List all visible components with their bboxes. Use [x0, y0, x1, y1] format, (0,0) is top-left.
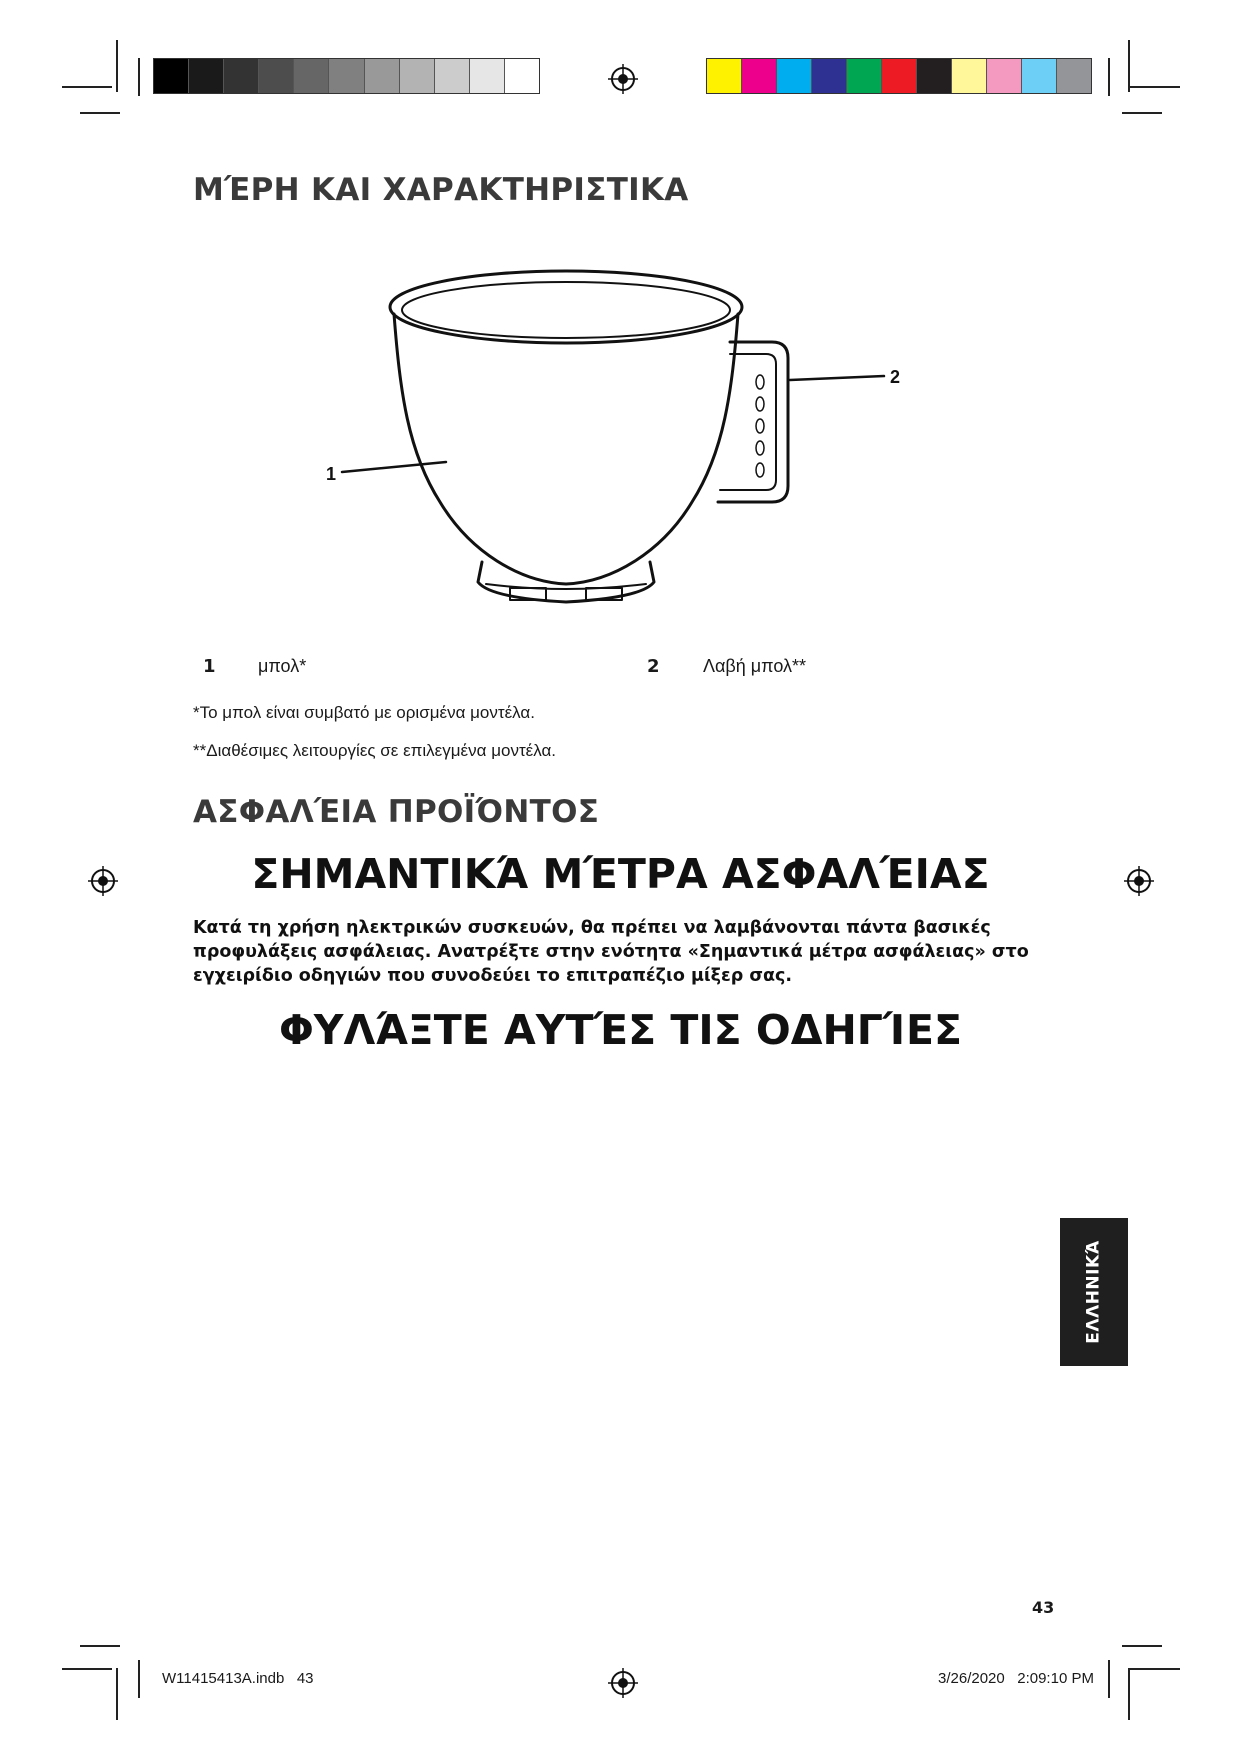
gray-swatch	[189, 59, 224, 93]
color-swatch	[987, 59, 1022, 93]
gray-swatch	[294, 59, 329, 93]
registration-mark-icon	[608, 1668, 638, 1698]
gray-swatch	[329, 59, 364, 93]
color-swatch	[707, 59, 742, 93]
language-tab-label: ΕΛΛΗΝΙΚΆ	[1084, 1240, 1104, 1344]
callout-2: 2	[890, 367, 901, 387]
color-calibration-bar	[706, 58, 1092, 94]
parts-features-heading: ΜΈΡΗ ΚΑΙ ΧΑΡΑΚΤΗΡΙΣΤΙΚΑ	[193, 172, 689, 208]
color-swatch	[777, 59, 812, 93]
grayscale-calibration-bar	[153, 58, 540, 94]
footnote: *Το μπολ είναι συμβατό με ορισμένα μοντέλα.	[193, 703, 535, 722]
footer-filename: W11415413A.indb 43	[162, 1670, 314, 1687]
color-swatch	[917, 59, 952, 93]
legend-label: Λαβή μπολ**	[703, 656, 807, 676]
gray-swatch	[400, 59, 435, 93]
safety-intro	[193, 916, 1053, 988]
footer-timestamp: 3/26/2020 2:09:10 PM	[938, 1670, 1094, 1687]
save-instructions-heading: ΦΥΛΆΞΤΕ ΑΥΤΈΣ ΤΙΣ ΟΔΗΓΊΕΣ	[278, 1006, 963, 1054]
legend-number: 1	[203, 656, 216, 677]
gray-swatch	[259, 59, 294, 93]
gray-swatch	[505, 59, 539, 93]
product-safety-heading: ΑΣΦΑΛΈΙΑ ΠΡΟΪΌΝΤΟΣ	[193, 794, 600, 830]
registration-mark-icon	[608, 64, 638, 94]
color-swatch	[1022, 59, 1057, 93]
callout-1: 1	[326, 464, 337, 484]
gray-swatch	[435, 59, 470, 93]
legend-number: 2	[647, 656, 660, 677]
bowl-diagram	[310, 262, 930, 622]
language-tab	[1060, 1218, 1128, 1366]
legend-label: μπολ*	[258, 656, 307, 676]
bowl-base	[478, 562, 654, 602]
important-safeguards-heading: ΣΗΜΑΝΤΙΚΆ ΜΈΤΡΑ ΑΣΦΑΛΈΙΑΣ	[251, 850, 990, 898]
gray-swatch	[154, 59, 189, 93]
bowl-handle	[718, 342, 788, 502]
color-swatch	[847, 59, 882, 93]
safety-intro-line: εγχειρίδιο οδηγιών που συνοδεύει το επιτραπέζιο μίξερ σας.	[193, 966, 793, 986]
safety-intro-line: Κατά τη χρήση ηλεκτρικών συσκευών, θα πρέπει να λαμβάνονται πάντα βασικές	[193, 918, 991, 938]
gray-swatch	[470, 59, 505, 93]
color-swatch	[952, 59, 987, 93]
page-number: 43	[1032, 1598, 1055, 1617]
bowl-body	[394, 314, 738, 584]
gray-swatch	[365, 59, 400, 93]
footnote: **Διαθέσιμες λειτουργίες σε επιλεγμένα μοντέλα.	[193, 741, 557, 760]
color-swatch	[882, 59, 917, 93]
gray-swatch	[224, 59, 259, 93]
color-swatch	[812, 59, 847, 93]
safety-intro-line: προφυλάξεις ασφάλειας. Ανατρέξτε στην ενότητα «Σημαντικά μέτρα ασφάλειας» στο	[193, 942, 1029, 962]
color-swatch	[742, 59, 777, 93]
color-swatch	[1057, 59, 1091, 93]
